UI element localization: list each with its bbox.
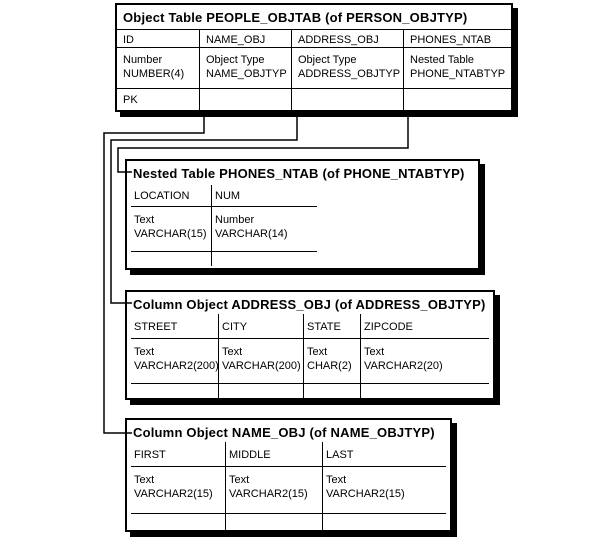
logical-type: Text: [134, 474, 155, 486]
physical-type: NUMBER(4): [123, 68, 185, 80]
column-city: [218, 314, 303, 398]
physical-type: NAME_OBJTYP: [206, 68, 287, 80]
physical-type: VARCHAR2(15): [326, 488, 405, 500]
table-grid: [117, 30, 511, 110]
logical-type: Text: [229, 474, 250, 486]
physical-type: CHAR(2): [307, 360, 352, 372]
column-type-cell: [200, 48, 291, 89]
logical-type: Text: [134, 214, 155, 226]
column-header: ID: [117, 30, 199, 48]
table-box-address-obj: [125, 290, 495, 400]
physical-type: PHONE_NTABTYP: [410, 68, 506, 80]
table-grid: [131, 185, 317, 266]
key-cell: [200, 89, 291, 110]
column-header: LAST: [323, 442, 446, 467]
empty-row: [361, 384, 489, 398]
column-location: [131, 185, 211, 266]
table-box-people-objtab: [115, 3, 513, 112]
logical-type: Text: [134, 346, 155, 358]
key-cell: PK: [123, 94, 138, 106]
physical-type: VARCHAR(15): [134, 228, 207, 240]
column-header: FIRST: [131, 442, 225, 467]
physical-type: VARCHAR2(200): [134, 360, 219, 372]
column-first: [131, 442, 225, 530]
logical-type: Nested Table: [410, 54, 475, 66]
column-type-cell: [212, 207, 317, 252]
logical-type: Number: [123, 54, 163, 66]
table-box-name-obj: [125, 418, 452, 532]
physical-type: VARCHAR2(20): [364, 360, 443, 372]
column-zipcode: [360, 314, 489, 398]
column-street: [131, 314, 218, 398]
physical-type: VARCHAR2(15): [134, 488, 213, 500]
column-type-cell: [404, 48, 511, 89]
table-title: Column Object ADDRESS_OBJ (of ADDRESS_OBJTYP): [133, 297, 486, 312]
column-header: ZIPCODE: [361, 314, 489, 339]
column-header: PHONES_NTAB: [404, 30, 511, 48]
empty-row: [131, 252, 211, 266]
column-phones-ntab: [403, 30, 511, 110]
column-type-cell: [219, 339, 303, 384]
column-header: ADDRESS_OBJ: [292, 30, 403, 48]
logical-type: Text: [326, 474, 347, 486]
column-type-cell: [304, 339, 360, 384]
column-type-cell: [226, 467, 322, 514]
logical-type: Number: [215, 214, 255, 226]
table-box-phones-ntab: [125, 159, 480, 270]
logical-type: Text: [364, 346, 385, 358]
empty-row: [323, 514, 446, 530]
column-middle: [225, 442, 322, 530]
empty-row: [212, 252, 317, 266]
table-grid: [131, 314, 489, 398]
empty-row: [219, 384, 303, 398]
column-type-cell: [131, 467, 225, 514]
column-header: MIDDLE: [226, 442, 322, 467]
column-header: CITY: [219, 314, 303, 339]
logical-type: Text: [222, 346, 243, 358]
column-header: LOCATION: [131, 185, 211, 207]
table-grid: [131, 442, 446, 530]
logical-type: Object Type: [206, 54, 265, 66]
key-cell: [404, 89, 511, 110]
column-type-cell: [117, 48, 199, 89]
empty-row: [226, 514, 322, 530]
column-header: NUM: [212, 185, 317, 207]
column-id: [117, 30, 199, 110]
physical-type: ADDRESS_OBJTYP: [298, 68, 401, 80]
column-type-cell: [361, 339, 489, 384]
key-cell: [292, 89, 403, 110]
logical-type: Object Type: [298, 54, 357, 66]
physical-type: VARCHAR(14): [215, 228, 288, 240]
logical-type: Text: [307, 346, 328, 358]
column-type-cell: [131, 207, 211, 252]
column-name-obj: [199, 30, 291, 110]
column-header: STATE: [304, 314, 360, 339]
empty-row: [304, 384, 360, 398]
column-header: NAME_OBJ: [200, 30, 291, 48]
column-type-cell: [292, 48, 403, 89]
column-address-obj: [291, 30, 403, 110]
table-title: Object Table PEOPLE_OBJTAB (of PERSON_OBJTYP): [117, 5, 511, 30]
table-title: Nested Table PHONES_NTAB (of PHONE_NTABTYP): [133, 166, 465, 181]
empty-row: [131, 384, 218, 398]
column-type-cell: [323, 467, 446, 514]
empty-row: [131, 514, 225, 530]
column-num: [211, 185, 317, 266]
column-last: [322, 442, 446, 530]
physical-type: VARCHAR2(15): [229, 488, 308, 500]
column-state: [303, 314, 360, 398]
physical-type: VARCHAR(200): [222, 360, 301, 372]
column-header: STREET: [131, 314, 218, 339]
table-title: Column Object NAME_OBJ (of NAME_OBJTYP): [133, 425, 435, 440]
column-type-cell: [131, 339, 218, 384]
